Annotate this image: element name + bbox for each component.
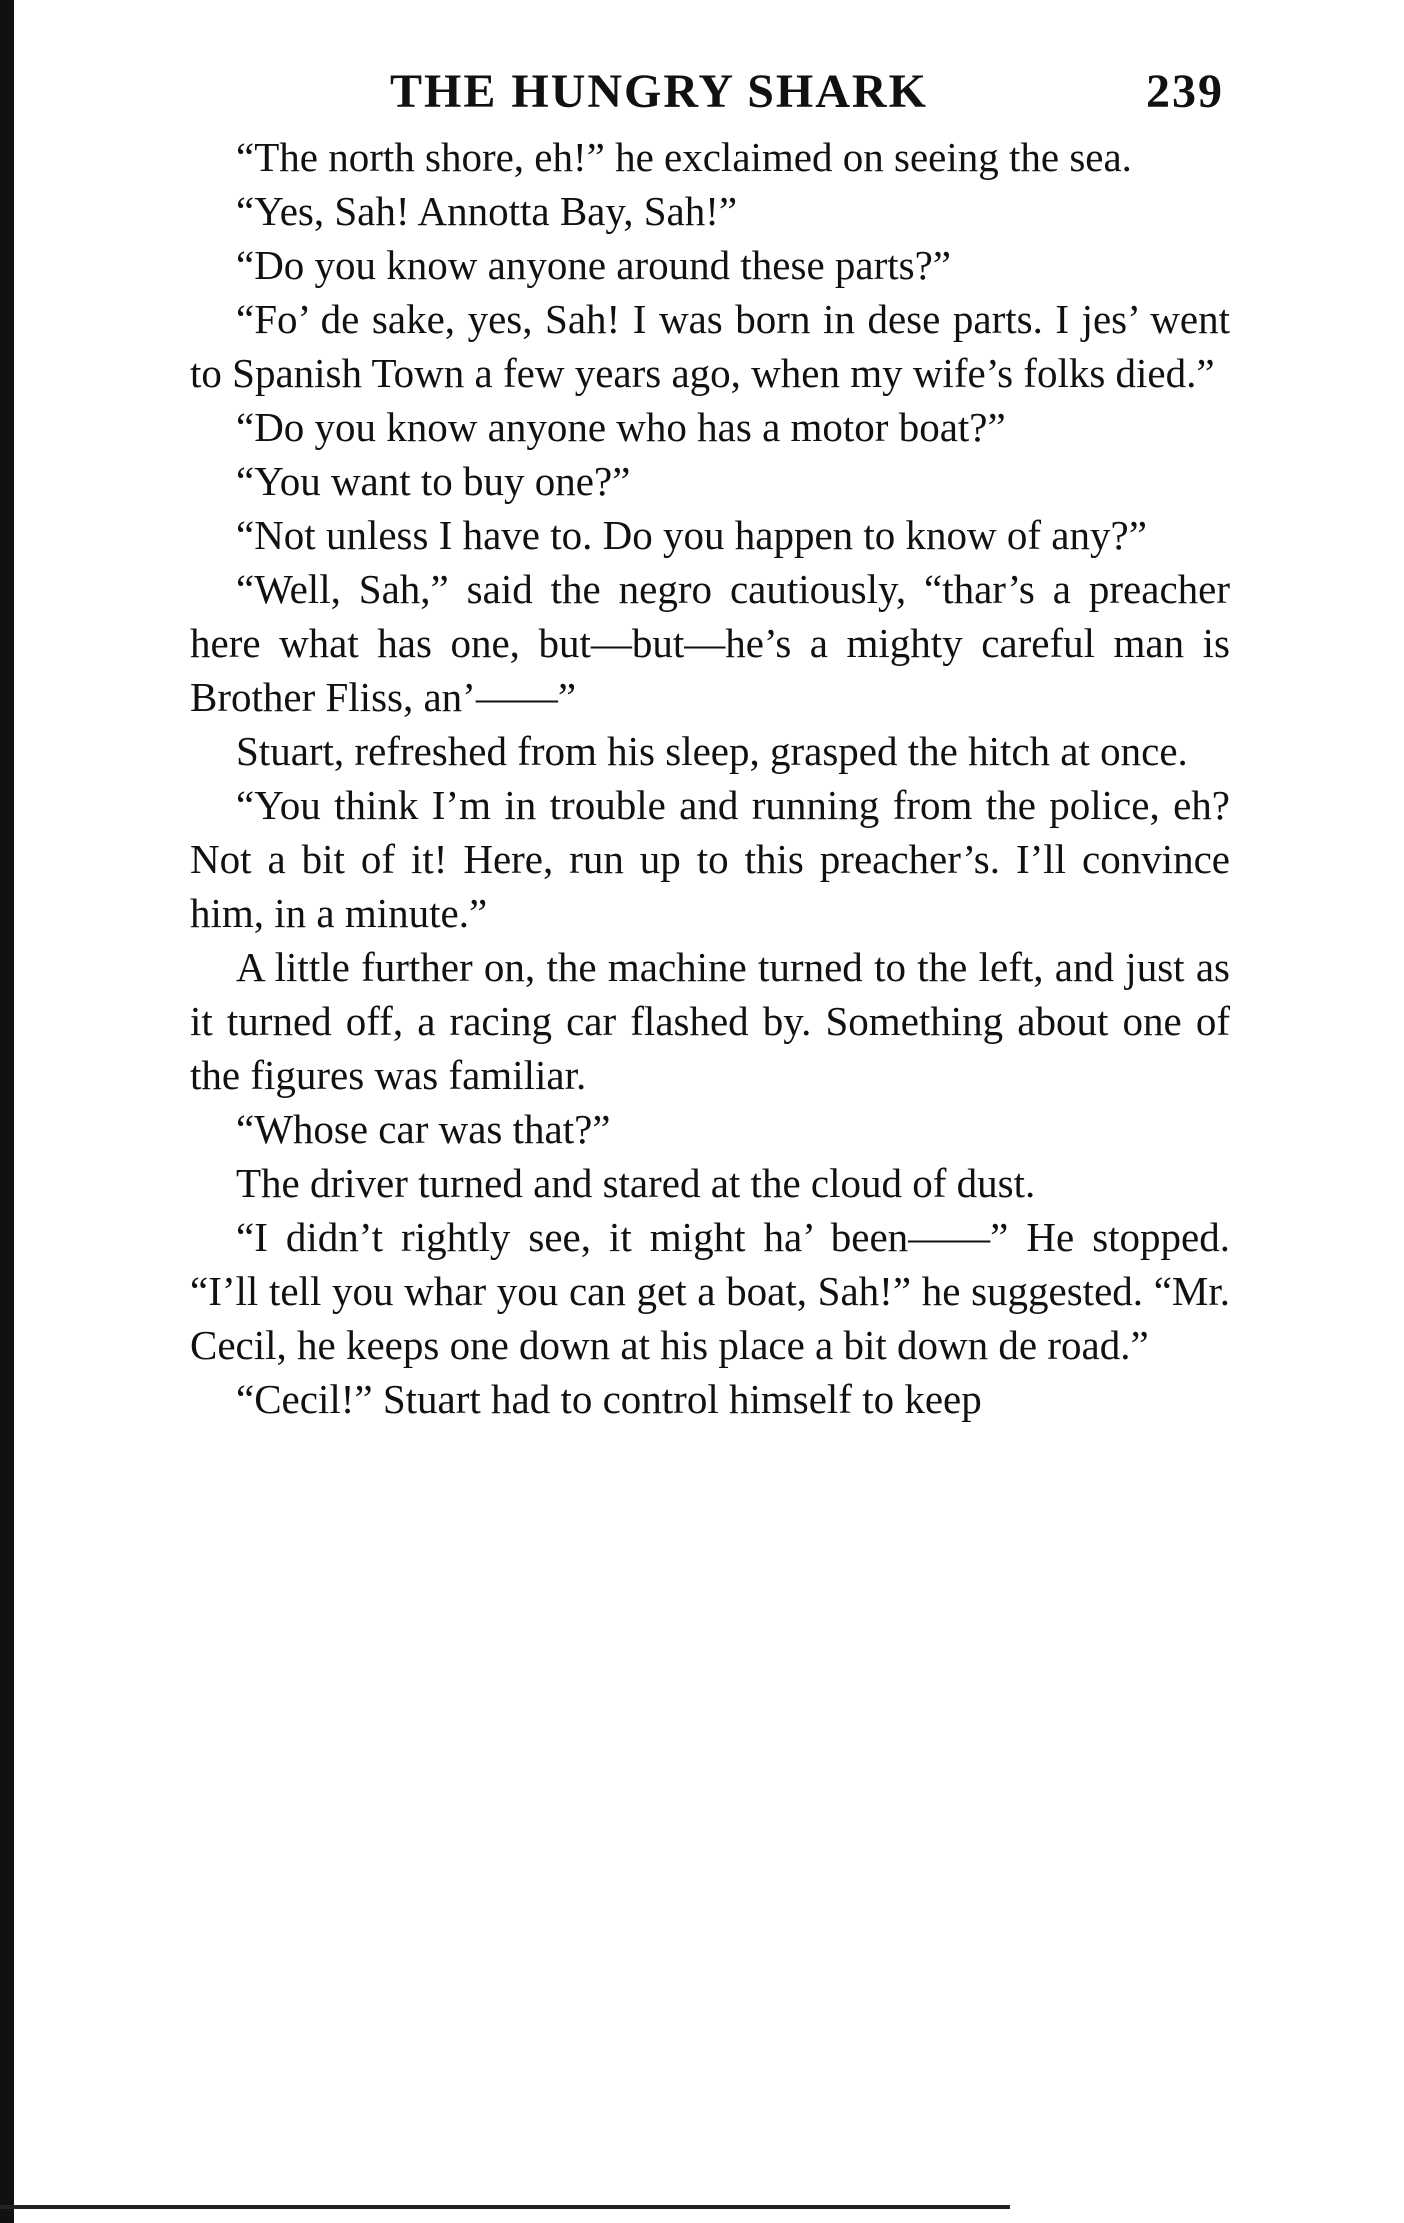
paragraph: “Cecil!” Stuart had to control himself to keep [236, 1376, 982, 1422]
paragraph: “You think I’m in trouble and running from the police, eh? Not a bit of it! Here, run up to this preacher’s. I’ll convince him, in a minute.” [190, 782, 1230, 936]
paragraph: Stuart, refreshed from his sleep, grasped the hitch at once. [236, 728, 1188, 774]
paragraph: “Do you know anyone around these parts?” [236, 242, 951, 288]
page-number: 239 [1146, 65, 1224, 118]
paragraph: “Yes, Sah! Annotta Bay, Sah!” [236, 188, 738, 234]
paragraph: “The north shore, eh!” he exclaimed on seeing the sea. [236, 134, 1132, 180]
running-title: THE HUNGRY SHARK [390, 65, 928, 118]
paragraph: “I didn’t rightly see, it might ha’ been——” He stopped. “I’ll tell you whar you can get a boat, Sah!” he suggested. “Mr. Cecil, he keeps one down at his place a bit down de road.” [190, 1214, 1230, 1368]
page-bottom-edge [0, 2205, 1010, 2209]
book-page [190, 60, 1230, 1426]
paragraph: “You want to buy one?” [236, 458, 631, 504]
page-header [190, 60, 1230, 130]
paragraph: “Do you know anyone who has a motor boat?” [236, 404, 1006, 450]
paragraph: “Well, Sah,” said the negro cautiously, “thar’s a preacher here what has one, but—but—he’s a mighty careful man is Brother Fliss, an’——” [190, 566, 1230, 720]
paragraph: The driver turned and stared at the cloud of dust. [236, 1160, 1036, 1206]
paragraph: “Whose car was that?” [236, 1106, 611, 1152]
paragraph: “Not unless I have to. Do you happen to know of any?” [236, 512, 1147, 558]
paragraph: A little further on, the machine turned to the left, and just as it turned off, a racing car flashed by. Something about one of the figures was familiar. [190, 944, 1230, 1098]
paragraph: “Fo’ de sake, yes, Sah! I was born in dese parts. I jes’ went to Spanish Town a few years ago, when my wife’s folks died.” [190, 296, 1230, 396]
body-text [190, 130, 1230, 1426]
book-spine-edge [0, 0, 14, 2223]
